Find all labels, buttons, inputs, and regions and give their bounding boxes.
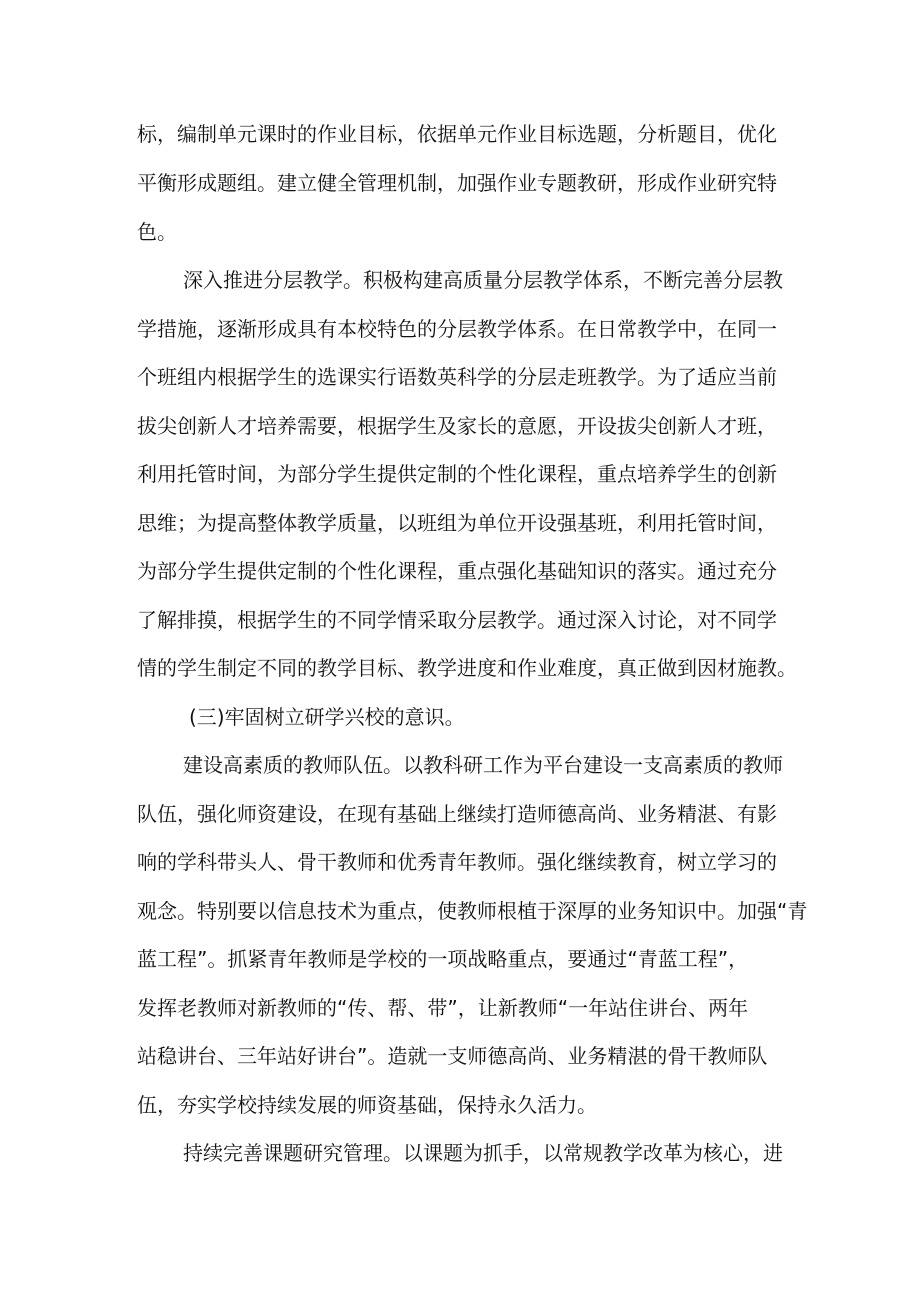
text-line: 队伍，强化师资建设，在现有基础上继续打造师德高尚、业务精湛、有影 [137, 802, 777, 826]
text-line: 观念。特别要以信息技术为重点，使教师根植于深厚的业务知识中。加强“青 [137, 899, 808, 923]
text-line: 建设高素质的教师队伍。以教科研工作为平台建设一支高素质的教师 [183, 753, 783, 777]
text-line: 平衡形成题组。建立健全管理机制，加强作业专题教研，形成作业研究特 [137, 171, 777, 195]
text-line: 学措施，逐渐形成具有本校特色的分层教学体系。在日常教学中，在同一 [137, 317, 777, 341]
text-line: 情的学生制定不同的教学目标、教学进度和作业难度，真正做到因材施教。 [137, 656, 797, 680]
text-line: 了解排摸，根据学生的不同学情采取分层教学。通过深入讨论，对不同学 [137, 608, 777, 632]
text-line: 为部分学生提供定制的个性化课程，重点强化基础知识的落实。通过充分 [137, 559, 777, 583]
text-line: 发挥老教师对新教师的“传、帮、带”，让新教师“一年站住讲台、两年 [137, 996, 749, 1020]
text-line: 拔尖创新人才培养需要，根据学生及家长的意愿，开设拔尖创新人才班， [137, 414, 777, 438]
text-line: 深入推进分层教学。积极构建高质量分层教学体系，不断完善分层教 [183, 268, 783, 292]
text-line: 伍，夯实学校持续发展的师资基础，保持永久活力。 [137, 1093, 597, 1117]
text-line: 色。 [137, 220, 177, 244]
text-line: 利用托管时间，为部分学生提供定制的个性化课程，重点培养学生的创新 [137, 462, 777, 486]
section-heading: (三)牢固树立研学兴校的意识。 [189, 705, 465, 729]
text-line: 个班组内根据学生的选课实行语数英科学的分层走班教学。为了适应当前 [137, 365, 777, 389]
text-line: 持续完善课题研究管理。以课题为抓手，以常规教学改革为核心，进 [183, 1141, 783, 1165]
text-line: 思维；为提高整体教学质量，以班组为单位开设强基班，利用托管时间， [137, 511, 777, 535]
text-line: 蓝工程”。抓紧青年教师是学校的一项战略重点，要通过“青蓝工程”， [137, 947, 749, 971]
text-line: 站稳讲台、三年站好讲台”。造就一支师德高尚、业务精湛的骨干教师队 [137, 1044, 768, 1068]
text-line: 标，编制单元课时的作业目标，依据单元作业目标选题，分析题目，优化 [137, 122, 777, 146]
text-line: 响的学科带头人、骨干教师和优秀青年教师。强化继续教育，树立学习的 [137, 850, 777, 874]
